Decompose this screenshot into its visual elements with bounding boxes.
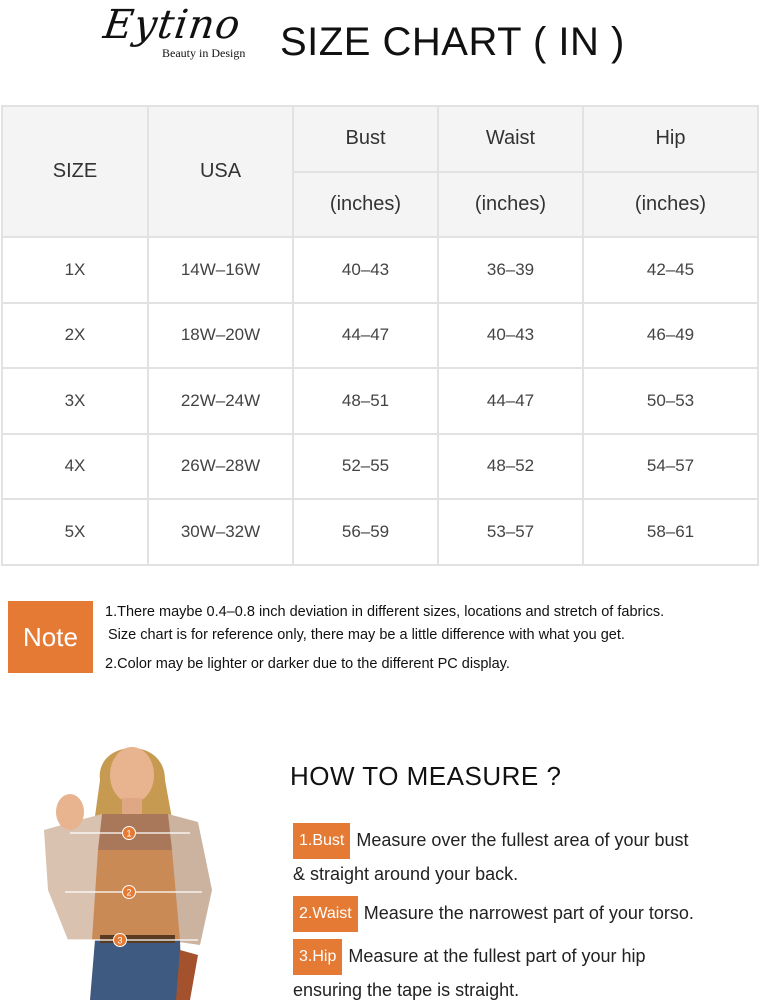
model-photo [40,740,215,1000]
cell-hip: 58–61 [583,499,758,565]
cell-size: 5X [2,499,148,565]
cell-waist: 53–57 [438,499,583,565]
header-bust: Bust [293,106,438,172]
header-usa: USA [148,106,293,237]
torso-lower [92,850,180,940]
jeans-shape [90,940,182,1000]
header-hip: Hip [583,106,758,172]
hip-text: Measure at the fullest part of your hip [348,945,646,966]
note-line-2: Size chart is for reference only, there may be a little difference with what you get. [108,627,625,643]
header [0,0,764,100]
marker-2-label: 2 [126,887,132,898]
header-size: SIZE [2,106,148,237]
waist-text: Measure the narrowest part of your torso. [363,902,694,923]
measure-title: HOW TO MEASURE ? [290,761,562,791]
measure-item-waist [293,896,763,932]
cell-waist: 36–39 [438,237,583,303]
cell-bust: 56–59 [293,499,438,565]
bust-text: Measure over the fullest area of your bust [356,829,689,850]
cell-size: 4X [2,434,148,500]
hand-shape [56,794,84,830]
note-label: Note [8,601,93,673]
marker-1-label: 1 [126,828,132,839]
note-line-1: 1.There maybe 0.4–0.8 inch deviation in different sizes, locations and stretch of fabrics. [105,604,665,620]
page-title: SIZE CHART ( IN ) [280,20,625,64]
cell-waist: 48–52 [438,434,583,500]
table-row [2,303,758,369]
cell-bust: 44–47 [293,303,438,369]
cell-bust: 52–55 [293,434,438,500]
hip-tag: 3.Hip [293,939,342,975]
header-unit-hip: (inches) [583,172,758,238]
table-row [2,434,758,500]
cell-bust: 40–43 [293,237,438,303]
bust-text-2: & straight around your back. [293,864,519,884]
brand-tagline: Beauty in Design [162,46,246,60]
cell-usa: 26W–28W [148,434,293,500]
belt-shape [100,935,175,943]
cell-usa: 30W–32W [148,499,293,565]
table-row [2,499,758,565]
table-row [2,237,758,303]
face-shape [110,747,154,803]
measure-item-bust [293,823,763,889]
cell-usa: 14W–16W [148,237,293,303]
cell-waist: 40–43 [438,303,583,369]
marker-3-label: 3 [117,935,123,946]
measure-item-hip [293,939,763,1005]
cell-hip: 46–49 [583,303,758,369]
header-waist: Waist [438,106,583,172]
brand-logo: Eytino [100,2,244,48]
size-chart-table [1,105,759,566]
cell-size: 2X [2,303,148,369]
cell-hip: 50–53 [583,368,758,434]
hip-text-2: ensuring the tape is straight. [293,980,520,1000]
cell-bust: 48–51 [293,368,438,434]
cell-usa: 22W–24W [148,368,293,434]
waist-tag: 2.Waist [293,896,358,932]
cell-hip: 42–45 [583,237,758,303]
header-unit-waist: (inches) [438,172,583,238]
cell-waist: 44–47 [438,368,583,434]
bust-tag: 1.Bust [293,823,350,859]
neck-shape [122,798,142,816]
cell-usa: 18W–20W [148,303,293,369]
table-row [2,368,758,434]
cell-size: 3X [2,368,148,434]
header-unit-bust: (inches) [293,172,438,238]
cell-hip: 54–57 [583,434,758,500]
note-line-3: 2.Color may be lighter or darker due to the different PC display. [105,656,510,672]
cell-size: 1X [2,237,148,303]
